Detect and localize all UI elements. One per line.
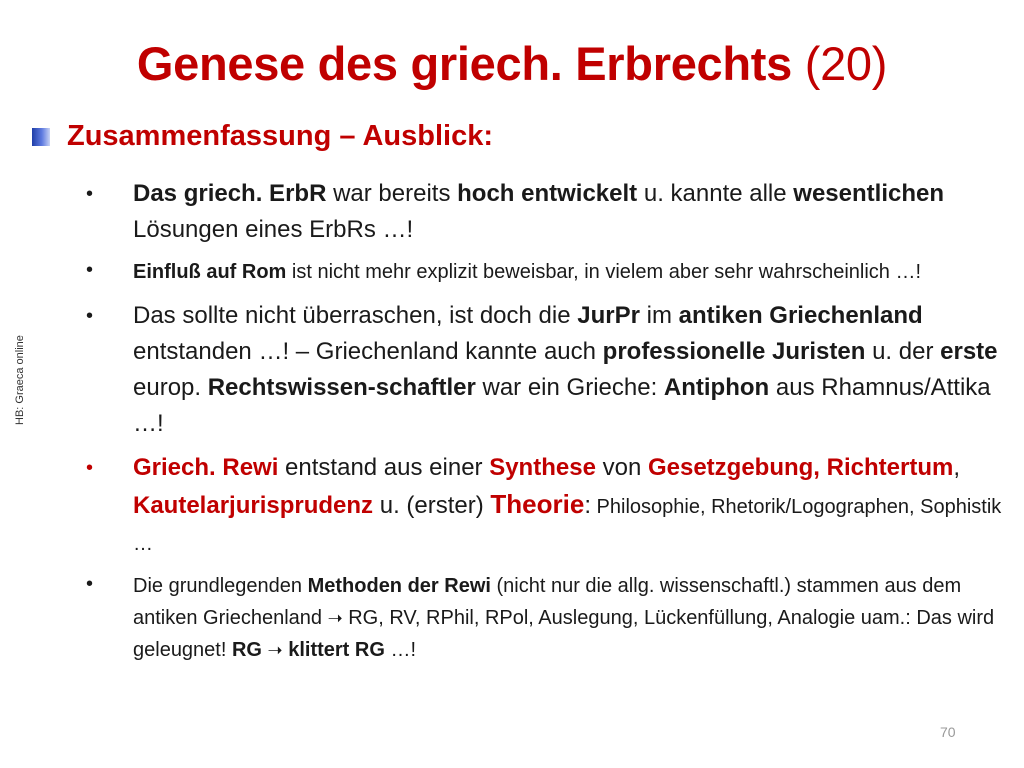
page-number: 70 (940, 724, 956, 740)
source-label: HB: Graeca online (14, 335, 26, 425)
bullet-item-5: • Die grundlegenden Methoden der Rewi (nicht nur die allg. wissenschaftl.) stammen aus dem antiken Griechenland ➝ RG, RV, RPhil, RPol, Auslegung, Lückenfüllung, Analogie uam.: Das wird geleugnet! RG ➝ klittert RG …! (86, 570, 1006, 666)
bullet-list (86, 176, 1006, 676)
heading-text: Zusammenfassung – Ausblick: (67, 120, 493, 152)
bullet-item-3: • Das sollte nicht überraschen, ist doch die JurPr im antiken Griechenland entstanden …! – Griechenland kannte auch professionelle Juristen u. der erste europ. Rechtswissen-schaftler war ein Grieche: Antiphon aus Rhamnus/Attika …! (86, 298, 1006, 442)
section-heading (32, 120, 493, 153)
bullet-dot-icon: • (86, 457, 94, 479)
title-main: Genese des griech. Erbrechts (136, 37, 792, 90)
bullet-item-1: • Das griech. ErbR war bereits hoch entwickelt u. kannte alle wesentlichen Lösungen eines ErbRs …! (86, 176, 1006, 248)
title-number: (20) (804, 37, 888, 90)
bullet-item-4: • Griech. Rewi entstand aus einer Synthese von Gesetzgebung, Richtertum, Kautelarjurisprudenz u. (erster) Theorie: Philosophie, Rhetorik/Logographen, Sophistik … (86, 450, 1006, 562)
bullet-item-2: • Einfluß auf Rom ist nicht mehr explizit beweisbar, in vielem aber sehr wahrscheinlich …! (86, 256, 1006, 288)
bullet-dot-icon: • (86, 259, 94, 281)
bullet-dot-icon: • (86, 573, 94, 595)
slide-title (0, 36, 1024, 91)
arrow-right-icon: ➝ (267, 640, 283, 660)
bullet-dot-icon: • (86, 183, 94, 205)
arrow-right-icon: ➝ (327, 608, 343, 628)
bullet-dot-icon: • (86, 305, 94, 327)
square-bullet-icon (32, 128, 50, 146)
